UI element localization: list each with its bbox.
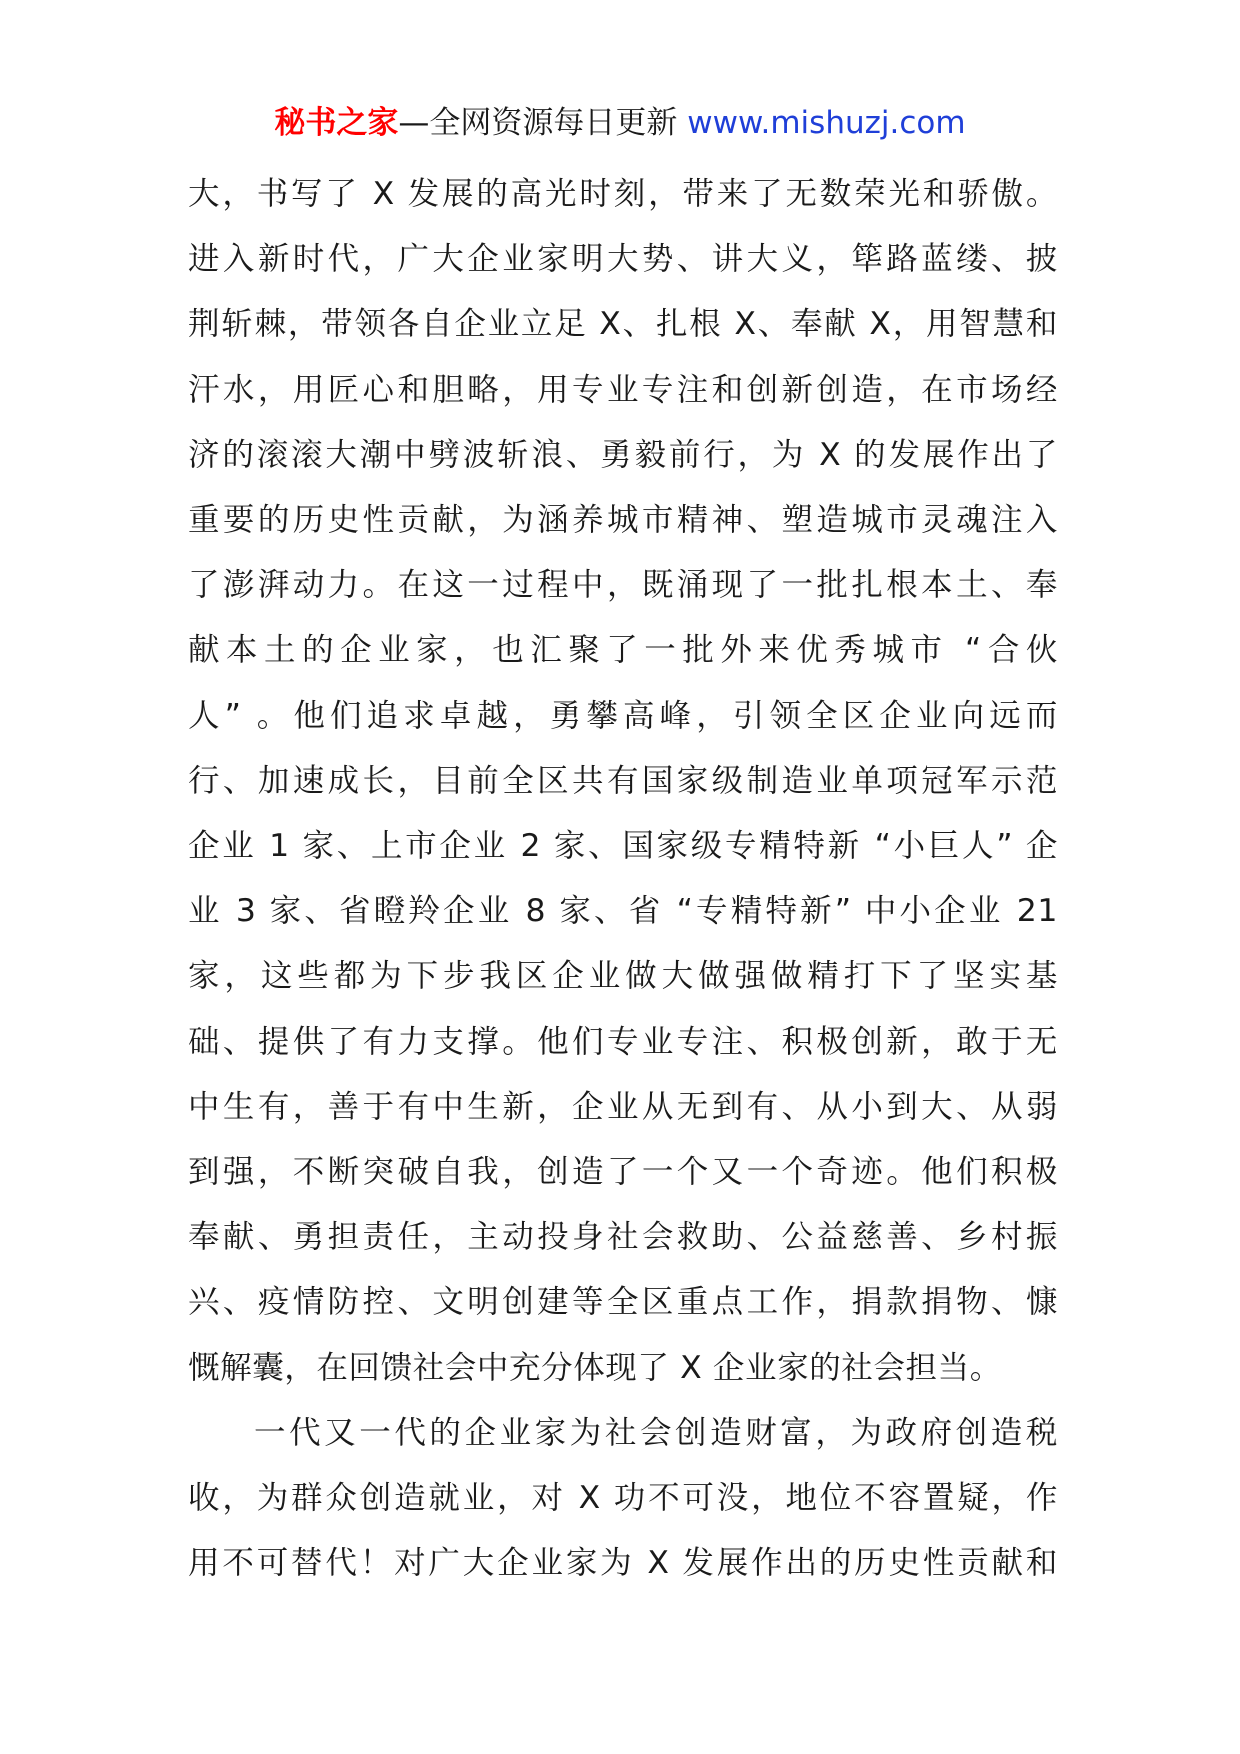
text-line: 献本土的企业家，也汇聚了一批外来优秀城市 “合伙 — [188, 632, 1058, 669]
text-line: 用不可替代！对广大企业家为 X 发展作出的历史性贡献和 — [188, 1545, 1058, 1582]
text-line: 荆斩棘，带领各自企业立足 X、扎根 X、奉献 X，用智慧和 — [188, 306, 1058, 343]
paragraph-1 — [188, 162, 1058, 1401]
text-line: 行、加速成长，目前全区共有国家级制造业单项冠军示范 — [188, 762, 1058, 799]
text-line: 业 3 家、省瞪羚企业 8 家、省 “专精特新” 中小企业 21 — [188, 893, 1058, 930]
text-line: 础、提供了有力支撑。他们专业专注、积极创新，敢于无 — [188, 1023, 1058, 1060]
header-tagline: —全网资源每日更新 — [398, 105, 688, 141]
text-line: 中生有，善于有中生新，企业从无到有、从小到大、从弱 — [188, 1088, 1058, 1125]
text-line: 进入新时代，广大企业家明大势、讲大义，筚路蓝缕、披 — [188, 241, 1058, 278]
text-line: 一代又一代的企业家为社会创造财富，为政府创造税 — [254, 1414, 1058, 1451]
page-header — [0, 100, 1240, 146]
paragraph-2 — [188, 1401, 1058, 1597]
site-url-link[interactable]: www.mishuzj.com — [687, 105, 966, 141]
text-line: 人” 。他们追求卓越，勇攀高峰，引领全区企业向远而 — [188, 697, 1058, 734]
brand-name: 秘书之家 — [274, 105, 399, 141]
text-line: 家，这些都为下步我区企业做大做强做精打下了坚实基 — [188, 958, 1058, 995]
text-line: 收，为群众创造就业，对 X 功不可没，地位不容置疑，作 — [188, 1480, 1058, 1517]
text-line: 汗水，用匠心和胆略，用专业专注和创新创造，在市场经 — [188, 371, 1058, 408]
text-line: 了澎湃动力。在这一过程中，既涌现了一批扎根本土、奉 — [188, 567, 1058, 604]
text-line: 奉献、勇担责任，主动投身社会救助、公益慈善、乡村振 — [188, 1219, 1058, 1256]
text-line: 济的滚滚大潮中劈波斩浪、勇毅前行，为 X 的发展作出了 — [188, 436, 1058, 473]
document-body — [188, 162, 1058, 1596]
text-line: 重要的历史性贡献，为涵养城市精神、塑造城市灵魂注入 — [188, 502, 1058, 539]
text-line: 企业 1 家、上市企业 2 家、国家级专精特新 “小巨人” 企 — [188, 828, 1058, 865]
text-line: 到强，不断突破自我，创造了一个又一个奇迹。他们积极 — [188, 1154, 1058, 1191]
text-line: 大，书写了 X 发展的高光时刻，带来了无数荣光和骄傲。 — [188, 176, 1058, 212]
text-line: 兴、疫情防控、文明创建等全区重点工作，捐款捐物、慷 — [188, 1284, 1058, 1321]
text-line: 慨解囊，在回馈社会中充分体现了 X 企业家的社会担当。 — [188, 1349, 1002, 1386]
